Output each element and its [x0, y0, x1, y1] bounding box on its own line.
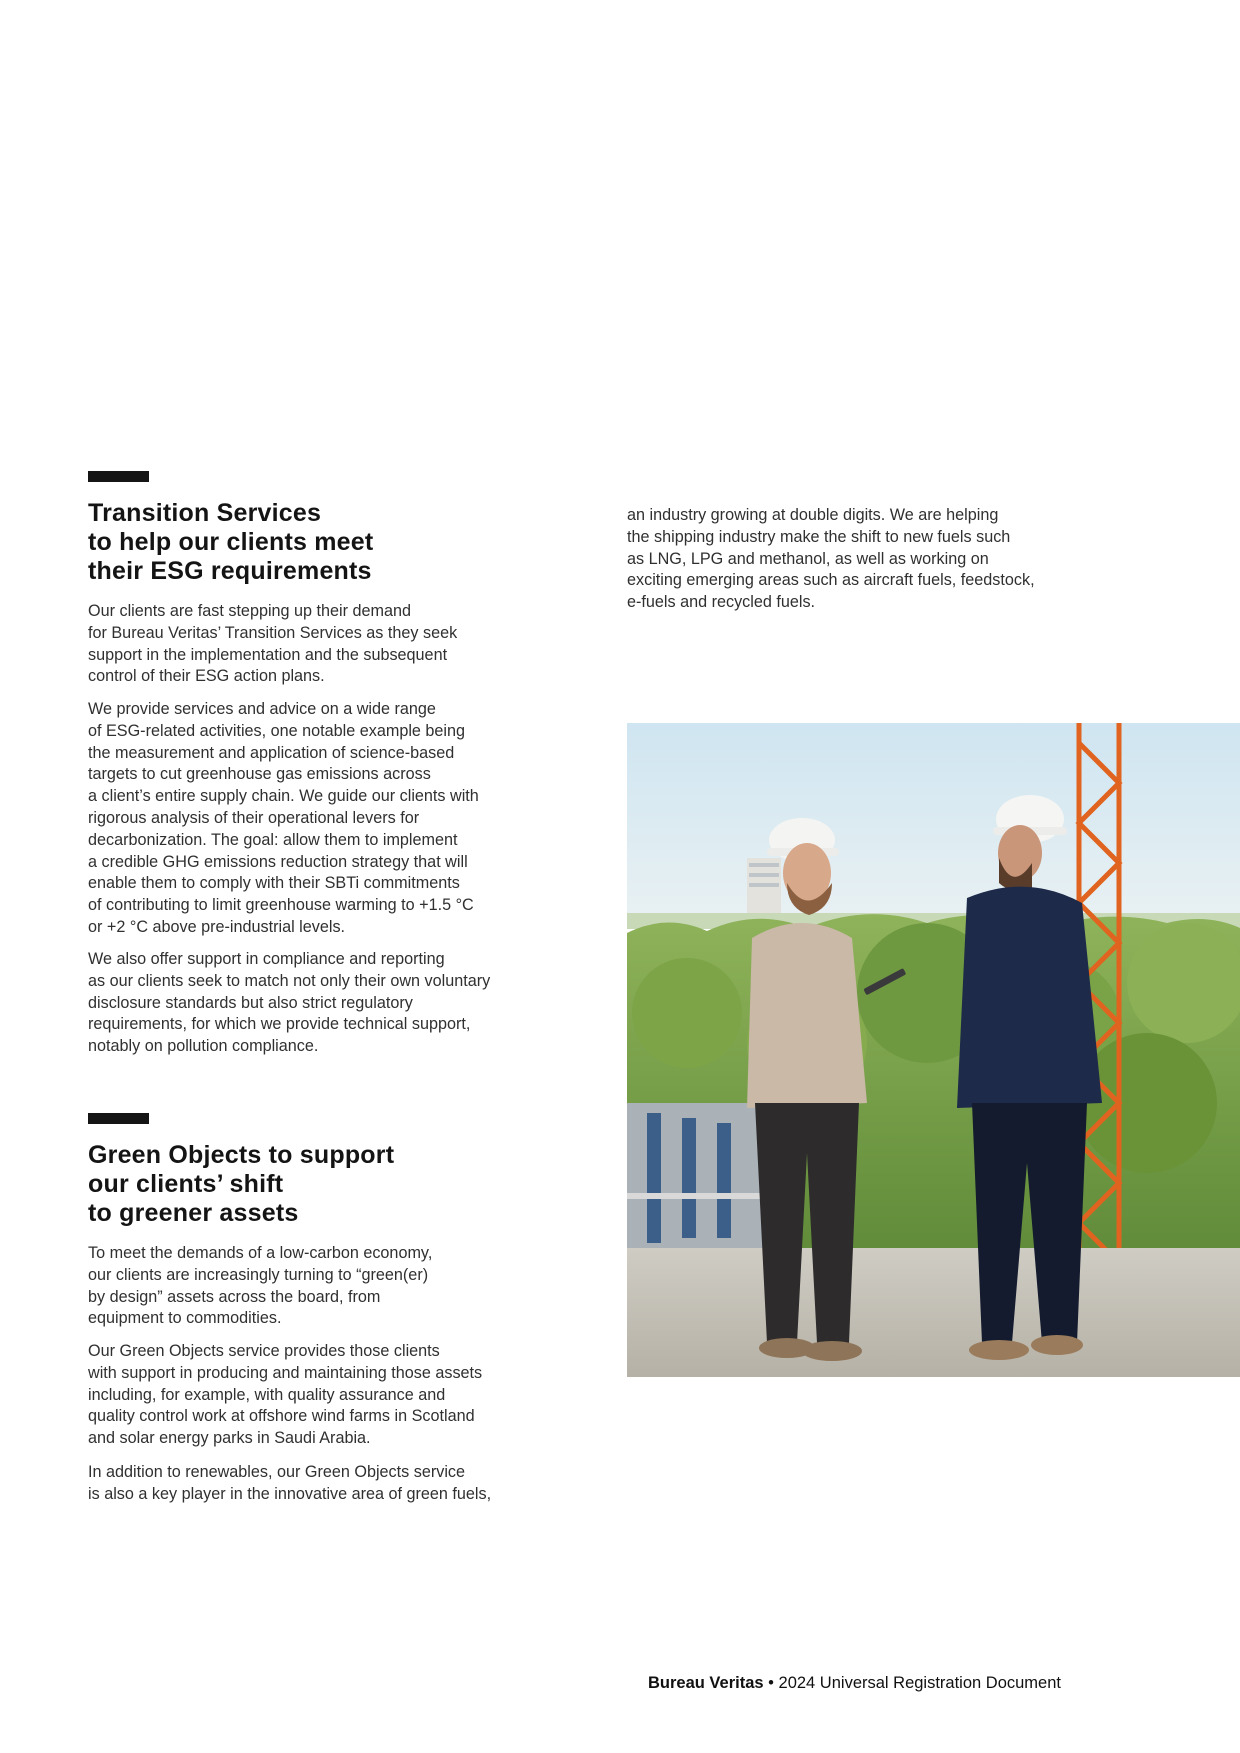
paragraph [88, 949, 490, 1058]
text-line: disclosure standards but also strict regulatory [88, 993, 413, 1012]
photo-engineers-construction-site [627, 723, 1240, 1377]
heading-line: to help our clients meet [88, 528, 374, 556]
text-line: e-fuels and recycled fuels. [627, 593, 816, 612]
photo-illustration [627, 723, 1240, 1377]
text-line: We provide services and advice on a wide range [88, 700, 436, 718]
text-line: and solar energy parks in Saudi Arabia. [88, 1429, 371, 1448]
section-heading-green-objects [88, 1141, 394, 1228]
text-line: In addition to renewables, our Green Objects service [88, 1463, 466, 1481]
text-line: for Bureau Veritas’ Transition Services as they seek [88, 623, 458, 642]
text-line: is also a key player in the innovative area of green fuels, [88, 1484, 492, 1503]
paragraph [88, 1462, 491, 1506]
text-line: or +2 °C above pre-industrial levels. [88, 917, 346, 936]
text-line: by design” assets across the board, from [88, 1287, 381, 1306]
heading-line: their ESG requirements [88, 557, 372, 585]
paragraph [88, 699, 479, 939]
text-line: Our clients are fast stepping up their demand [88, 602, 412, 620]
text-line: with support in producing and maintaining those assets [88, 1363, 483, 1382]
footer-separator: • [763, 1674, 779, 1692]
paragraph [88, 1341, 482, 1450]
text-line: a client’s entire supply chain. We guide our clients with [88, 787, 479, 806]
text-line: support in the implementation and the subsequent [88, 645, 448, 664]
paragraph [88, 601, 457, 688]
text-line: decarbonization. The goal: allow them to implement [88, 830, 458, 849]
text-line: enable them to comply with their SBTi commitments [88, 874, 460, 893]
section-heading-transition-services [88, 499, 373, 586]
text-line: including, for example, with quality assurance and [88, 1385, 446, 1404]
text-line: notably on pollution compliance. [88, 1037, 319, 1056]
text-line: as LNG, LPG and methanol, as well as working on [627, 549, 989, 568]
text-line: exciting emerging areas such as aircraft fuels, feedstock, [627, 571, 1035, 590]
text-line: We also offer support in compliance and reporting [88, 950, 445, 968]
text-line: targets to cut greenhouse gas emissions across [88, 765, 431, 784]
heading-line: to greener assets [88, 1199, 299, 1227]
text-line: the shipping industry make the shift to new fuels such [627, 527, 1011, 546]
heading-line: our clients’ shift [88, 1170, 284, 1198]
paragraph-continuation [627, 505, 1035, 614]
heading-line: Green Objects to support [88, 1141, 395, 1169]
text-line: rigorous analysis of their operational levers for [88, 808, 420, 827]
page-footer [648, 1674, 1061, 1693]
text-line: of contributing to limit greenhouse warming to +1.5 °C [88, 896, 474, 915]
text-line: equipment to commodities. [88, 1309, 282, 1328]
text-line: Our Green Objects service provides those clients [88, 1342, 440, 1360]
section-marker-bar [88, 1113, 149, 1124]
text-line: control of their ESG action plans. [88, 667, 325, 686]
heading-line: Transition Services [88, 499, 322, 527]
text-line: a credible GHG emissions reduction strategy that will [88, 852, 468, 871]
footer-document-title: 2024 Universal Registration Document [778, 1674, 1061, 1692]
section-marker-bar [88, 471, 149, 482]
text-line: of ESG-related activities, one notable example being [88, 721, 466, 740]
text-line: our clients are increasingly turning to “green(er) [88, 1265, 429, 1284]
text-line: quality control work at offshore wind farms in Scotland [88, 1407, 475, 1426]
text-line: an industry growing at double digits. We are helping [627, 506, 999, 524]
text-line: To meet the demands of a low-carbon economy, [88, 1244, 433, 1262]
paragraph [88, 1243, 432, 1330]
text-line: requirements, for which we provide technical support, [88, 1015, 471, 1034]
text-line: as our clients seek to match not only their own voluntary [88, 971, 491, 990]
footer-company: Bureau Veritas [648, 1674, 764, 1692]
text-line: the measurement and application of science-based [88, 743, 455, 762]
